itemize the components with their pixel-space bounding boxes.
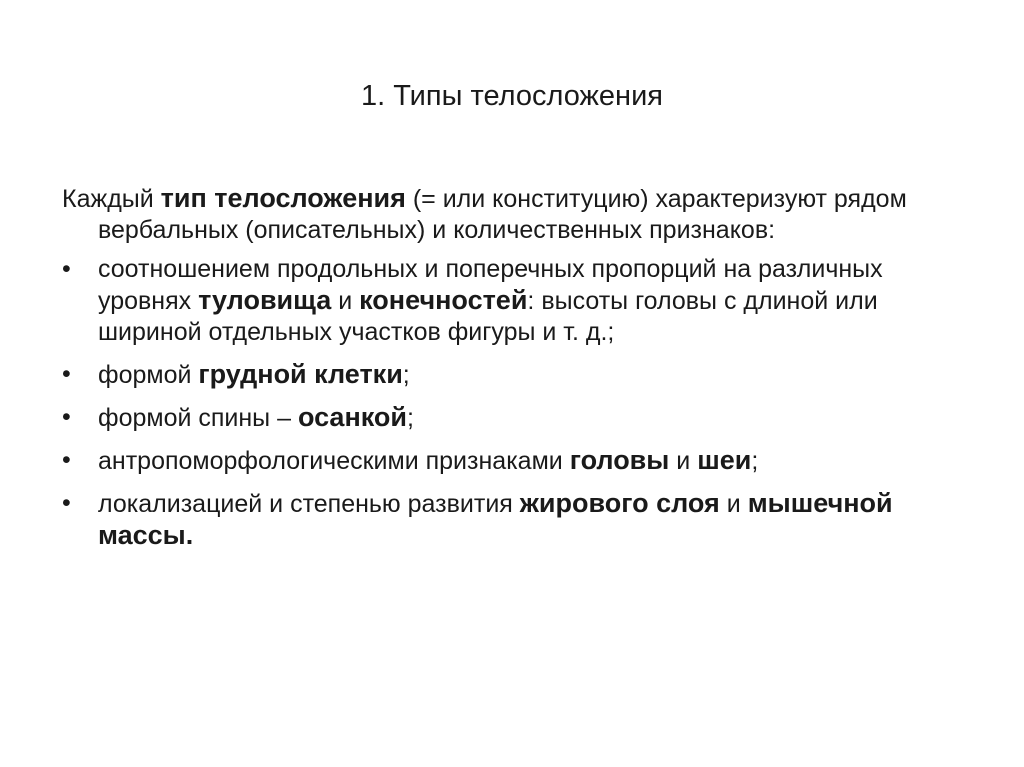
bullet-text: ; xyxy=(751,447,759,475)
bullet-dot: • xyxy=(62,489,71,517)
intro-text-1: Каждый xyxy=(62,185,161,213)
slide-title: 1. Типы телосложения xyxy=(361,80,663,112)
bullet-bold-term: осанкой xyxy=(297,402,408,432)
bullet-text: : высоты головы с длиной или шириной отдельных участков фигуры и т. д.; xyxy=(98,287,878,346)
bullet-bold-term: грудной клетки xyxy=(198,359,403,389)
intro-paragraph xyxy=(62,183,962,246)
bullet-bold-term: туловища xyxy=(198,285,332,315)
bullet-dot: • xyxy=(62,255,71,283)
bullet-text: ; xyxy=(402,361,410,389)
bullet-text: и xyxy=(331,287,360,315)
bullet-text: и xyxy=(669,447,698,475)
bullet-item-fat-muscle xyxy=(62,488,962,552)
bullet-text: формой xyxy=(98,361,199,389)
bullet-dot: • xyxy=(62,360,71,388)
bullet-item-posture xyxy=(62,402,962,434)
bullet-item-proportions xyxy=(62,254,962,348)
bullet-bold-term: мышечной массы. xyxy=(98,488,893,550)
bullet-text: и xyxy=(719,490,748,518)
bullet-item-chest xyxy=(62,359,962,391)
bullet-list xyxy=(62,254,962,552)
bullet-text: формой спины – xyxy=(98,404,298,432)
bullet-item-head-neck xyxy=(62,445,962,477)
bullet-dot: • xyxy=(62,403,71,431)
intro-bold-term: тип телосложения xyxy=(160,183,406,213)
bullet-dot: • xyxy=(62,446,71,474)
bullet-bold-term: шеи xyxy=(697,445,752,475)
bullet-text: локализацией и степенью развития xyxy=(98,490,520,518)
bullet-text: соотношением продольных и поперечных пропорций на различных уровнях xyxy=(98,255,883,315)
bullet-text: ; xyxy=(407,404,414,432)
bullet-bold-term: жирового слоя xyxy=(519,488,720,518)
slide-body xyxy=(62,183,962,563)
bullet-bold-term: конечностей xyxy=(359,285,528,315)
bullet-text: антропоморфологическими признаками xyxy=(98,447,570,475)
intro-text-2: (= или конституцию) характеризуют рядом вербальных (описательных) и количественных признаков: xyxy=(98,185,907,244)
bullet-bold-term: головы xyxy=(569,445,670,475)
